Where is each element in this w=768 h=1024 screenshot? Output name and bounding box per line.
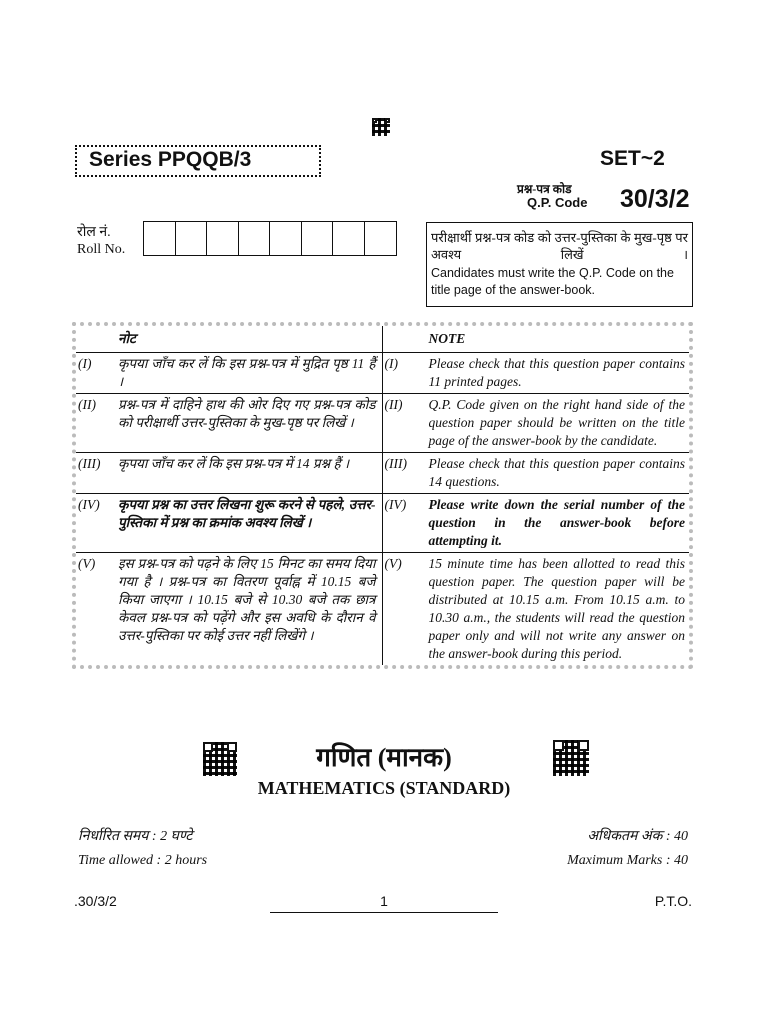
set-label: SET~2 [600,147,665,170]
roll-box[interactable] [176,222,208,255]
note-text-english: Please write down the serial number of the question in the answer-book before attempting it. [428,497,685,548]
note-row [76,494,689,553]
roll-box[interactable] [207,222,239,255]
note-text-hindi: कृपया जाँच कर लें कि इस प्रश्न-पत्र में 14 प्रश्न हैं । [118,456,350,471]
qr-code-top [372,118,390,136]
note-text-hindi: कृपया प्रश्न का उत्तर लिखना शुरू करने से पहले, उत्तर-पुस्तिका में प्रश्न का क्रमांक अवश्य लिखें । [118,497,376,530]
subject-title: MATHEMATICS (STANDARD) [257,778,511,798]
note-number: (V) [78,556,96,571]
time-allowed: Time allowed : 2 hours [78,853,208,868]
footer-rule [270,912,498,913]
note-text-english: Please check that this question paper contains 14 questions. [428,456,685,489]
time-allowed-hindi: निर्धारित समय : 2 घण्टे [78,829,193,844]
note-number: (V) [384,556,402,571]
note-number: (III) [384,456,407,471]
roll-label: Roll No. [77,242,126,257]
note-row [76,453,689,494]
note-number: (II) [384,397,403,412]
note-table [72,322,693,669]
note-row [76,353,689,394]
note-row [76,394,689,453]
note-number: (I) [384,356,398,371]
note-number: (IV) [384,497,407,512]
qp-code-value: 30/3/2 [620,185,690,213]
note-text-english: Q.P. Code given on the right hand side of the question paper should be written on the title page of the answer-book by the candidate. [428,397,685,448]
note-header-english: NOTE [428,331,466,346]
note-text-hindi: कृपया जाँच कर लें कि इस प्रश्न-पत्र में मुद्रित पृष्ठ 11 हैं । [118,356,376,389]
roll-label-hindi: रोल नं. [77,225,111,240]
note-number: (II) [78,397,96,412]
note-number: (I) [78,356,92,371]
qp-code-label: Q.P. Code [527,195,588,210]
note-text-hindi: इस प्रश्न-पत्र को पढ़ने के लिए 15 मिनट का समय दिया गया है । प्रश्न-पत्र का वितरण पूर्वाह्न में 10.15 बजे किया जाएगा । 10.15 बजे से 10.30 बजे तक छात्र केवल प्रश्न-पत्र को पढ़ेंगे और इस अवधि के दौरान वे उत्तर-पुस्तिका पर कोई उत्तर नहीं लिखेंगे । [118,556,376,643]
pto-label: P.T.O. [654,893,692,909]
note-text-english: 15 minute time has been allotted to read this question paper. The question paper will be distributed at 10.15 a.m. From 10.15 a.m. to 10.30 a.m., the students will read the question paper only and will not write any answer on the answer-book during this period. [428,556,685,661]
note-text-hindi: प्रश्न-पत्र में दाहिने हाथ की ओर दिए गए प्रश्न-पत्र कोड को परीक्षार्थी उत्तर-पुस्तिका के मुख-पृष्ठ पर लिखें । [118,397,376,430]
page-number: 1 [380,893,388,909]
note-text-english: Please check that this question paper contains 11 printed pages. [428,356,685,389]
note-number: (III) [78,456,101,471]
roll-box[interactable] [144,222,176,255]
series-label: Series PPQQB/3 [75,145,321,177]
roll-box[interactable] [239,222,271,255]
candidate-instruction-box [426,222,693,307]
roll-box[interactable] [365,222,397,255]
note-number: (IV) [78,497,100,512]
maximum-marks: Maximum Marks : 40 [567,853,688,868]
footer-code: .30/3/2 [74,893,117,909]
roll-box[interactable] [333,222,365,255]
note-row [76,553,689,665]
candidate-instruction-english: Candidates must write the Q.P. Code on the title page of the answer-book. [431,266,674,297]
subject-title-hindi: गणित (मानक) [316,743,452,772]
note-header-hindi: नोट [76,326,383,352]
candidate-instruction-hindi: परीक्षार्थी प्रश्न-पत्र कोड को उत्तर-पुस्तिका के मुख-पृष्ठ पर अवश्य लिखें । [431,230,688,262]
roll-box[interactable] [270,222,302,255]
maximum-marks-hindi: अधिकतम अंक : 40 [587,829,688,844]
roll-number-boxes[interactable] [143,221,397,256]
roll-box[interactable] [302,222,334,255]
qp-code-label-hindi: प्रश्न-पत्र कोड [517,182,572,196]
note-header-row [76,326,689,353]
